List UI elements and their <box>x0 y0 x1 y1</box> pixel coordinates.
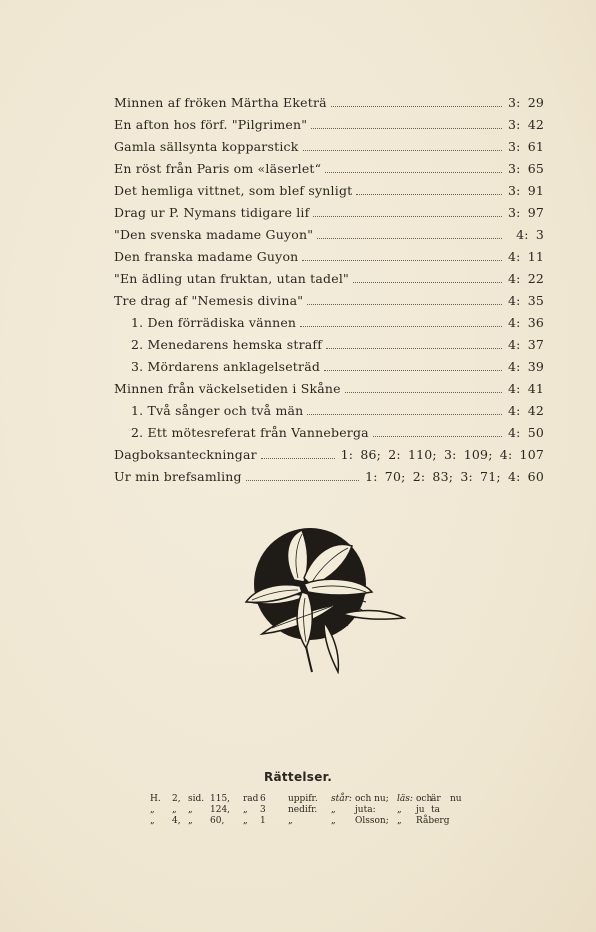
toc-entry <box>114 264 544 286</box>
dot-leader <box>317 237 502 239</box>
dot-leader <box>313 215 502 217</box>
toc-entry <box>114 352 544 374</box>
errata-cell: „ <box>172 805 177 815</box>
errata-cell: Olsson; <box>355 816 389 826</box>
toc-entry <box>114 88 544 110</box>
errata-cell: 1 <box>260 816 266 826</box>
errata-cell: ta <box>431 805 440 815</box>
toc-entry <box>114 330 544 352</box>
toc-entry-title: "Den svenska madame Guyon" <box>114 227 314 242</box>
toc-entry-page: 4: 36 <box>507 315 544 330</box>
toc-entry-title: Tre drag af "Nemesis divina" <box>114 293 304 308</box>
errata-cell: „ <box>188 816 193 826</box>
errata-cell: „ <box>243 805 248 815</box>
dot-leader <box>353 281 502 283</box>
toc-entry-page: 1: 70; 2: 83; 3: 71; 4: 60 <box>365 469 544 484</box>
errata-cell: och nu; <box>355 794 389 804</box>
toc-entry <box>114 396 544 418</box>
errata-cell: nu <box>450 794 462 804</box>
errata-cell: står: <box>331 794 352 804</box>
toc-entry-title: Den franska madame Guyon <box>114 249 299 264</box>
toc-entry-title: 3. Mördarens anklagelseträd <box>131 359 321 374</box>
dot-leader <box>246 479 359 481</box>
toc-entry-page: 4: 3 <box>516 227 544 242</box>
toc-entry-page: 3: 91 <box>507 183 544 198</box>
errata-section <box>0 770 596 826</box>
errata-cell: 124, <box>210 805 231 815</box>
toc-entry-page: 4: 37 <box>507 337 544 352</box>
toc-entry-page: 3: 61 <box>507 139 544 154</box>
toc-entry <box>114 374 544 396</box>
errata-cell: „ <box>243 816 248 826</box>
toc-entry-title: 2. Ett mötesreferat från Vanneberga <box>131 425 369 440</box>
dot-leader <box>307 413 502 415</box>
toc-entry <box>114 440 544 462</box>
errata-cell: juta: <box>355 805 376 815</box>
errata-cell: 4, <box>172 816 181 826</box>
errata-cell: sid. <box>188 794 205 804</box>
toc-entry-title: Ur min brefsamling <box>114 469 242 484</box>
errata-cell: 3 <box>260 805 266 815</box>
toc-entry-page: 3: 42 <box>507 117 544 132</box>
errata-cell: ju <box>416 805 425 815</box>
errata-cell: nedifr. <box>288 805 318 815</box>
dot-leader <box>302 259 502 261</box>
errata-cell: „ <box>288 816 293 826</box>
toc-entry <box>114 418 544 440</box>
errata-cell: „ <box>331 805 336 815</box>
toc-entry-page: 4: 42 <box>507 403 544 418</box>
dot-leader <box>303 149 502 151</box>
dot-leader <box>300 325 502 327</box>
toc-entry-page: 3: 29 <box>507 95 544 110</box>
toc-entry-title: 1. Två sånger och två män <box>131 403 304 418</box>
errata-cell: „ <box>397 816 402 826</box>
errata-cell: „ <box>150 805 155 815</box>
errata-cell: läs: <box>397 794 413 804</box>
dot-leader <box>356 193 502 195</box>
errata-cell: 60, <box>210 816 225 826</box>
table-of-contents <box>114 88 544 484</box>
toc-entry <box>114 242 544 264</box>
toc-entry-page: 3: 97 <box>507 205 544 220</box>
errata-cell: 115, <box>210 794 231 804</box>
toc-entry <box>114 198 544 220</box>
toc-entry-title: 2. Menedarens hemska straff <box>131 337 323 352</box>
errata-cell: „ <box>150 816 155 826</box>
toc-entry <box>114 462 544 484</box>
errata-cell: är <box>431 794 441 804</box>
errata-cell: „ <box>397 805 402 815</box>
errata-title: Rättelser. <box>263 770 333 784</box>
toc-entry-page: 4: 41 <box>507 381 544 396</box>
dot-leader <box>345 391 502 393</box>
toc-entry-page: 4: 39 <box>507 359 544 374</box>
errata-cell: och <box>416 794 433 804</box>
toc-entry <box>114 110 544 132</box>
toc-entry <box>114 132 544 154</box>
toc-entry <box>114 308 544 330</box>
toc-entry-title: "En ädling utan fruktan, utan tadel" <box>114 271 349 286</box>
toc-entry-title: Minnen från väckelsetiden i Skåne <box>114 381 341 396</box>
toc-entry-page: 4: 50 <box>507 425 544 440</box>
toc-entry-page: 4: 11 <box>507 249 544 264</box>
toc-entry <box>114 154 544 176</box>
errata-cell: rad <box>243 794 259 804</box>
errata-cell: Råberg <box>416 816 450 826</box>
toc-entry-title: En röst från Paris om «läserlet“ <box>114 161 322 176</box>
toc-entry-page: 1: 86; 2: 110; 3: 109; 4: 107 <box>340 447 544 462</box>
toc-entry-title: En afton hos förf. "Pilgrimen" <box>114 117 308 132</box>
toc-entry-title: Minnen af fröken Märtha Eketrä <box>114 95 327 110</box>
dot-leader <box>261 457 335 459</box>
toc-entry-title: Drag ur P. Nymans tidigare lif <box>114 205 310 220</box>
toc-entry-title: Gamla sällsynta kopparstick <box>114 139 299 154</box>
errata-cell: „ <box>188 805 193 815</box>
dot-leader <box>307 303 502 305</box>
errata-cell: „ <box>331 816 336 826</box>
errata-cell: 2, <box>172 794 181 804</box>
toc-entry-title: Det hemliga vittnet, som blef synligt <box>114 183 353 198</box>
toc-entry <box>114 176 544 198</box>
toc-entry-page: 4: 35 <box>507 293 544 308</box>
toc-entry-page: 3: 65 <box>507 161 544 176</box>
toc-entry-page: 4: 22 <box>507 271 544 286</box>
errata-cell: 6 <box>260 794 266 804</box>
toc-entry-title: Dagboksanteckningar <box>114 447 257 462</box>
dot-leader <box>324 369 502 371</box>
dot-leader <box>311 127 502 129</box>
iris-flower-vignette-icon <box>242 522 406 674</box>
toc-entry-title: 1. Den förrädiska vännen <box>131 315 297 330</box>
dot-leader <box>326 347 502 349</box>
errata-cell: H. <box>150 794 161 804</box>
toc-entry <box>114 220 544 242</box>
toc-entry <box>114 286 544 308</box>
dot-leader <box>325 171 502 173</box>
dot-leader <box>331 105 502 107</box>
errata-cell: uppifr. <box>288 794 318 804</box>
dot-leader <box>373 435 502 437</box>
